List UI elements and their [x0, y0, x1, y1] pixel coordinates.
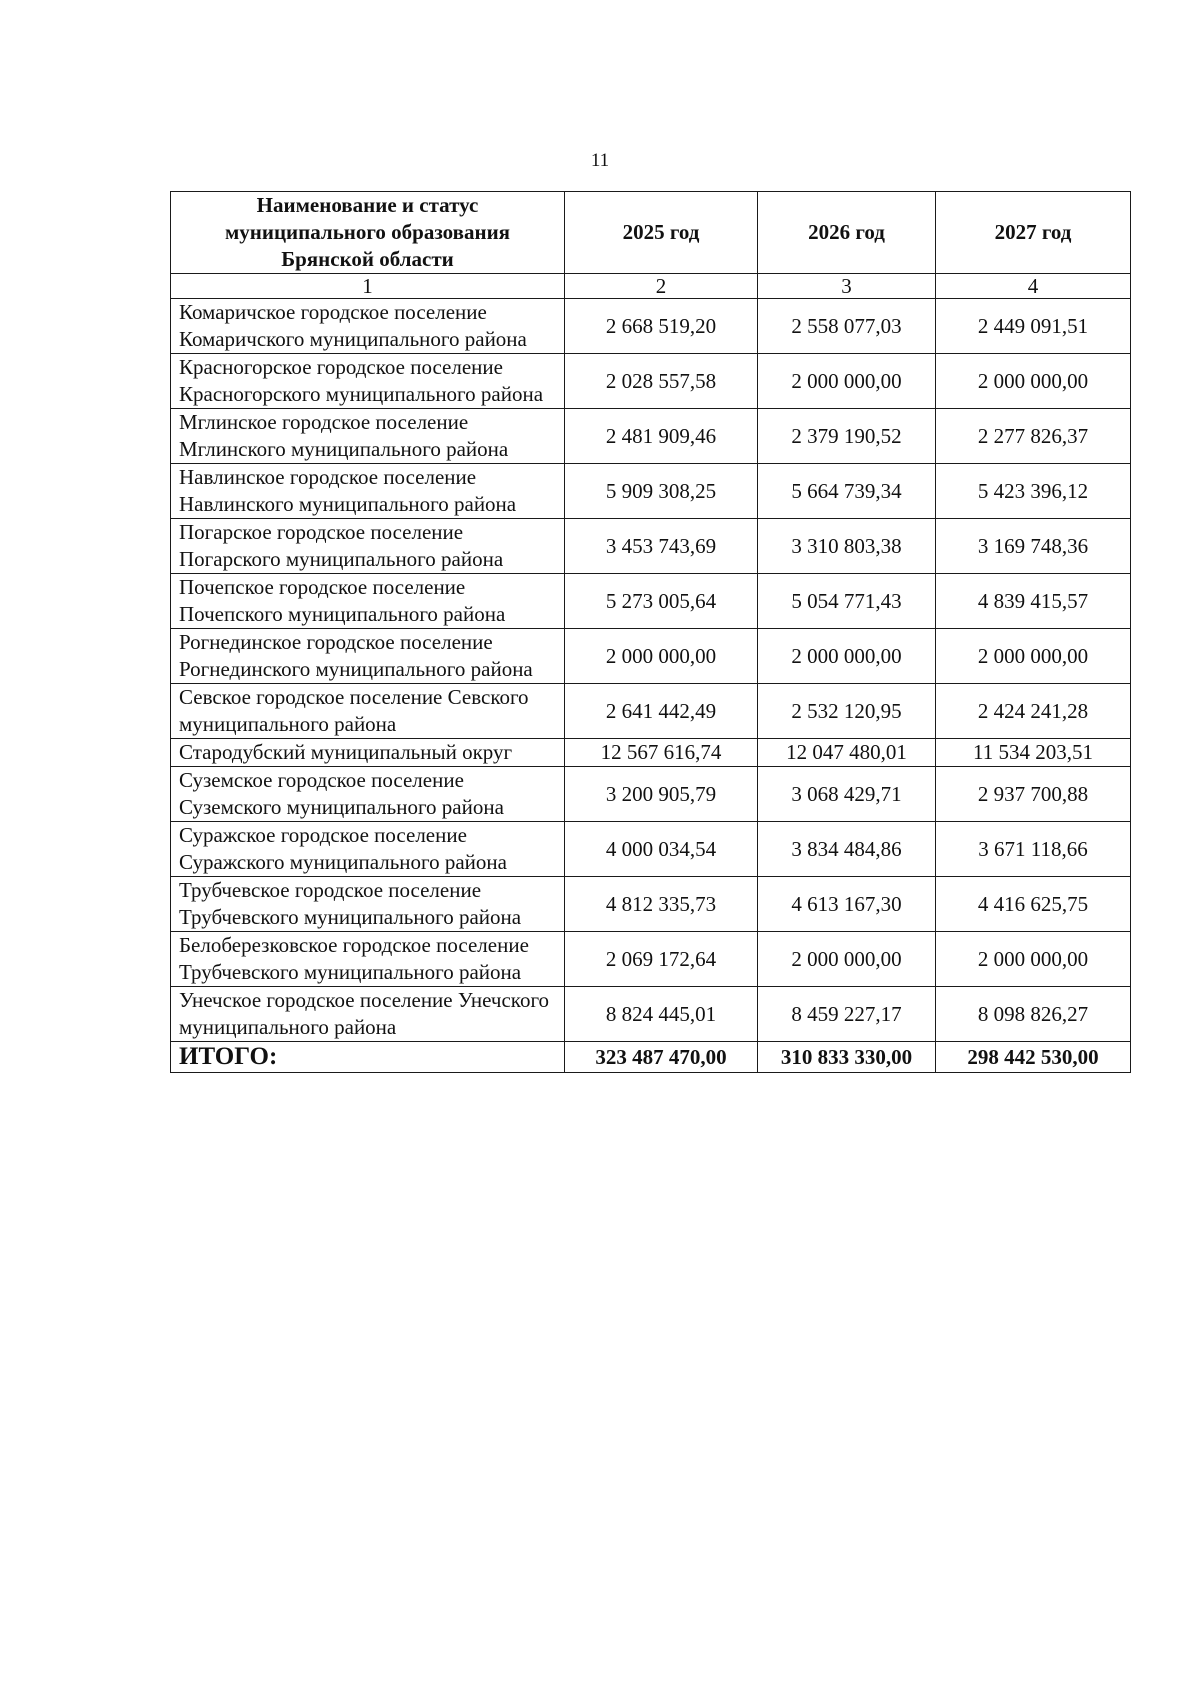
- municipality-name: Рогнединское городское поселение Рогнединского муниципального района: [171, 629, 565, 684]
- total-label: ИТОГО:: [171, 1042, 565, 1073]
- value-2027: 3 169 748,36: [936, 519, 1131, 574]
- value-2027: 3 671 118,66: [936, 822, 1131, 877]
- table-row: [171, 299, 1131, 354]
- value-2025: 3 200 905,79: [565, 767, 758, 822]
- value-2027: 11 534 203,51: [936, 739, 1131, 767]
- value-2026: 2 000 000,00: [758, 932, 936, 987]
- header-year-2025: 2025 год: [565, 192, 758, 274]
- value-2025: 12 567 616,74: [565, 739, 758, 767]
- value-2027: 2 449 091,51: [936, 299, 1131, 354]
- municipality-name: Погарское городское поселение Погарского муниципального района: [171, 519, 565, 574]
- total-2027: 298 442 530,00: [936, 1042, 1131, 1073]
- value-2027: 4 839 415,57: [936, 574, 1131, 629]
- value-2027: 5 423 396,12: [936, 464, 1131, 519]
- table-row: [171, 629, 1131, 684]
- municipality-name: Белоберезковское городское поселение Трубчевского муниципального района: [171, 932, 565, 987]
- table-row: [171, 767, 1131, 822]
- column-number-row: [171, 274, 1131, 299]
- total-2026: 310 833 330,00: [758, 1042, 936, 1073]
- total-row: [171, 1042, 1131, 1073]
- value-2025: 2 668 519,20: [565, 299, 758, 354]
- column-number: 4: [936, 274, 1131, 299]
- budget-table: [170, 191, 1131, 1073]
- value-2025: 2 028 557,58: [565, 354, 758, 409]
- value-2025: 2 641 442,49: [565, 684, 758, 739]
- value-2025: 4 812 335,73: [565, 877, 758, 932]
- table-row: [171, 519, 1131, 574]
- municipality-name: Красногорское городское поселение Красногорского муниципального района: [171, 354, 565, 409]
- municipality-name: Севское городское поселение Севского муниципального района: [171, 684, 565, 739]
- value-2025: 2 000 000,00: [565, 629, 758, 684]
- value-2026: 2 558 077,03: [758, 299, 936, 354]
- table-row: [171, 932, 1131, 987]
- total-2025: 323 487 470,00: [565, 1042, 758, 1073]
- municipality-name: Суземское городское поселение Суземского муниципального района: [171, 767, 565, 822]
- value-2025: 2 481 909,46: [565, 409, 758, 464]
- value-2025: 8 824 445,01: [565, 987, 758, 1042]
- value-2027: 2 000 000,00: [936, 354, 1131, 409]
- municipality-name: Стародубский муниципальный округ: [171, 739, 565, 767]
- value-2026: 2 379 190,52: [758, 409, 936, 464]
- column-number: 3: [758, 274, 936, 299]
- value-2026: 2 000 000,00: [758, 354, 936, 409]
- table-row: [171, 877, 1131, 932]
- value-2025: 2 069 172,64: [565, 932, 758, 987]
- value-2025: 5 909 308,25: [565, 464, 758, 519]
- table-row: [171, 822, 1131, 877]
- table-row: [171, 409, 1131, 464]
- table-row: [171, 684, 1131, 739]
- table-row: [171, 739, 1131, 767]
- value-2027: 8 098 826,27: [936, 987, 1131, 1042]
- value-2026: 4 613 167,30: [758, 877, 936, 932]
- value-2026: 2 000 000,00: [758, 629, 936, 684]
- header-year-2026: 2026 год: [758, 192, 936, 274]
- table-row: [171, 574, 1131, 629]
- column-number: 2: [565, 274, 758, 299]
- value-2027: 2 937 700,88: [936, 767, 1131, 822]
- municipality-name: Комаричское городское поселение Комаричского муниципального района: [171, 299, 565, 354]
- value-2027: 2 000 000,00: [936, 932, 1131, 987]
- municipality-name: Трубчевское городское поселение Трубчевского муниципального района: [171, 877, 565, 932]
- value-2025: 4 000 034,54: [565, 822, 758, 877]
- municipality-name: Унечское городское поселение Унечского муниципального района: [171, 987, 565, 1042]
- value-2025: 3 453 743,69: [565, 519, 758, 574]
- table-row: [171, 987, 1131, 1042]
- header-year-2027: 2027 год: [936, 192, 1131, 274]
- column-number: 1: [171, 274, 565, 299]
- municipality-name: Навлинское городское поселение Навлинского муниципального района: [171, 464, 565, 519]
- value-2026: 12 047 480,01: [758, 739, 936, 767]
- municipality-name: Почепское городское поселение Почепского муниципального района: [171, 574, 565, 629]
- table-row: [171, 354, 1131, 409]
- value-2027: 4 416 625,75: [936, 877, 1131, 932]
- value-2026: 3 310 803,38: [758, 519, 936, 574]
- header-municipality-name: Наименование и статус муниципального образования Брянской области: [171, 192, 565, 274]
- table-row: [171, 464, 1131, 519]
- value-2027: 2 000 000,00: [936, 629, 1131, 684]
- value-2025: 5 273 005,64: [565, 574, 758, 629]
- value-2026: 3 834 484,86: [758, 822, 936, 877]
- value-2026: 3 068 429,71: [758, 767, 936, 822]
- value-2027: 2 424 241,28: [936, 684, 1131, 739]
- page-number: 11: [590, 150, 610, 171]
- table-header-row: [171, 192, 1131, 274]
- value-2026: 5 664 739,34: [758, 464, 936, 519]
- municipality-name: Мглинское городское поселение Мглинского муниципального района: [171, 409, 565, 464]
- municipality-name: Суражское городское поселение Суражского муниципального района: [171, 822, 565, 877]
- value-2026: 2 532 120,95: [758, 684, 936, 739]
- value-2027: 2 277 826,37: [936, 409, 1131, 464]
- value-2026: 5 054 771,43: [758, 574, 936, 629]
- value-2026: 8 459 227,17: [758, 987, 936, 1042]
